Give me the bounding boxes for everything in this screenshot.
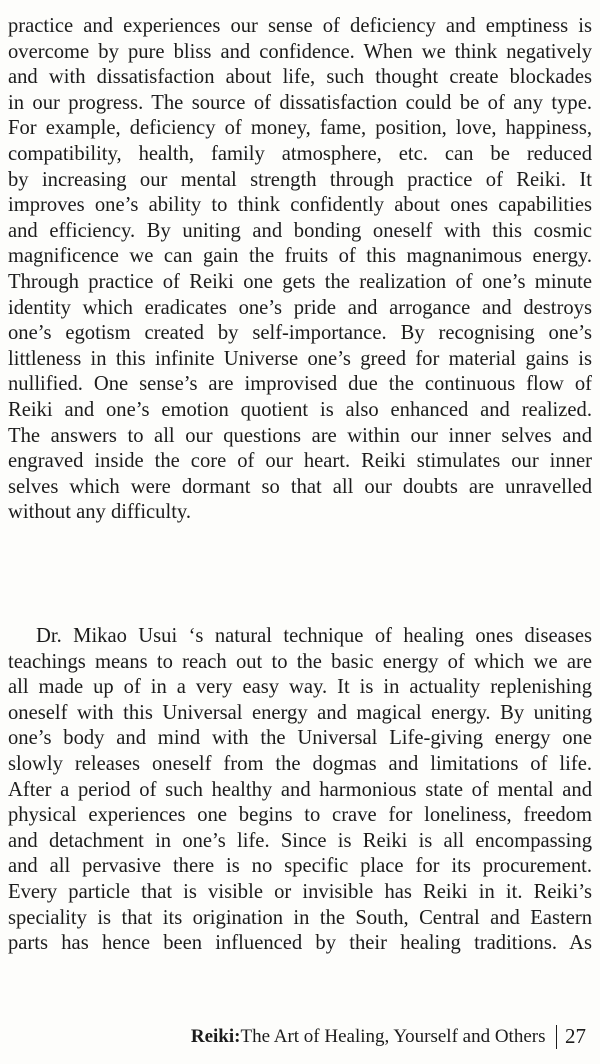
text-line: Through practice of Reiki one gets the realization of one’s minute xyxy=(8,270,592,293)
paragraph-2 xyxy=(8,624,592,957)
text-line: Reiki and one’s emotion quotient is also enhanced and realized. xyxy=(8,398,592,421)
text-line: teachings means to reach out to the basic energy of which we are xyxy=(8,650,592,673)
text-line: magnificence we can gain the fruits of this magnanimous energy. xyxy=(8,245,592,268)
text-line: The answers to all our questions are within our inner selves and xyxy=(8,424,592,447)
text-line: one’s egotism created by self-importance. By recognising one’s xyxy=(8,322,592,345)
text-line: and all pervasive there is no specific place for its procurement. xyxy=(8,855,592,878)
book-title-prefix: Reiki: xyxy=(190,1025,241,1047)
text-line: identity which eradicates one’s pride and arrogance and destroys xyxy=(8,296,592,319)
text-line: slowly releases oneself from the dogmas and limitations of life. xyxy=(8,752,592,775)
paragraph-1 xyxy=(8,14,592,526)
text-line: After a period of such healthy and harmonious state of mental and xyxy=(8,778,592,801)
text-line: Every particle that is visible or invisible has Reiki in it. Reiki’s xyxy=(8,880,592,903)
text-line: For example, deficiency of money, fame, position, love, happiness, xyxy=(8,117,592,140)
text-line: physical experiences one begins to crave for loneliness, freedom xyxy=(8,804,592,827)
text-line: by increasing our mental strength through practice of Reiki. It xyxy=(8,168,592,191)
text-line: overcome by pure bliss and confidence. When we think negatively xyxy=(8,40,592,63)
footer-divider xyxy=(556,1025,558,1049)
text-line: one’s body and mind with the Universal Life-giving energy one xyxy=(8,727,592,750)
text-line: nullified. One sense’s are improvised due the continuous flow of xyxy=(8,373,592,396)
text-line: selves which were dormant so that all our doubts are unravelled xyxy=(8,475,592,498)
text-line: speciality is that its origination in the South, Central and Eastern xyxy=(8,906,592,929)
page-number: 27 xyxy=(565,1024,586,1048)
text-line: improves one’s ability to think confidently about ones capabilities xyxy=(8,194,592,217)
text-line: practice and experiences our sense of deficiency and emptiness is xyxy=(8,15,592,37)
text-line: compatibility, health, family atmosphere, etc. can be reduced xyxy=(8,142,592,165)
text-line: in our progress. The source of dissatisfaction could be of any type. xyxy=(8,91,592,114)
book-title: The Art of Healing, Yourself and Others xyxy=(240,1025,546,1047)
text-line: and with dissatisfaction about life, such thought create blockades xyxy=(8,66,592,89)
text-line: Dr. Mikao Usui ‘s natural technique of healing ones diseases xyxy=(36,625,592,647)
text-line: and detachment in one’s life. Since is Reiki is all encompassing xyxy=(8,829,592,852)
text-line: without any difficulty. xyxy=(8,501,192,524)
running-footer xyxy=(191,1024,586,1049)
text-line: and efficiency. By uniting and bonding oneself with this cosmic xyxy=(8,219,592,242)
text-line: engraved inside the core of our heart. Reiki stimulates our inner xyxy=(8,450,592,473)
text-line: parts has hence been influenced by their healing traditions. As xyxy=(8,932,592,955)
text-line: littleness in this infinite Universe one’s greed for material gains is xyxy=(8,347,592,370)
text-line: all made up of in a very easy way. It is in actuality replenishing xyxy=(8,676,592,699)
text-line: oneself with this Universal energy and magical energy. By uniting xyxy=(8,701,592,724)
